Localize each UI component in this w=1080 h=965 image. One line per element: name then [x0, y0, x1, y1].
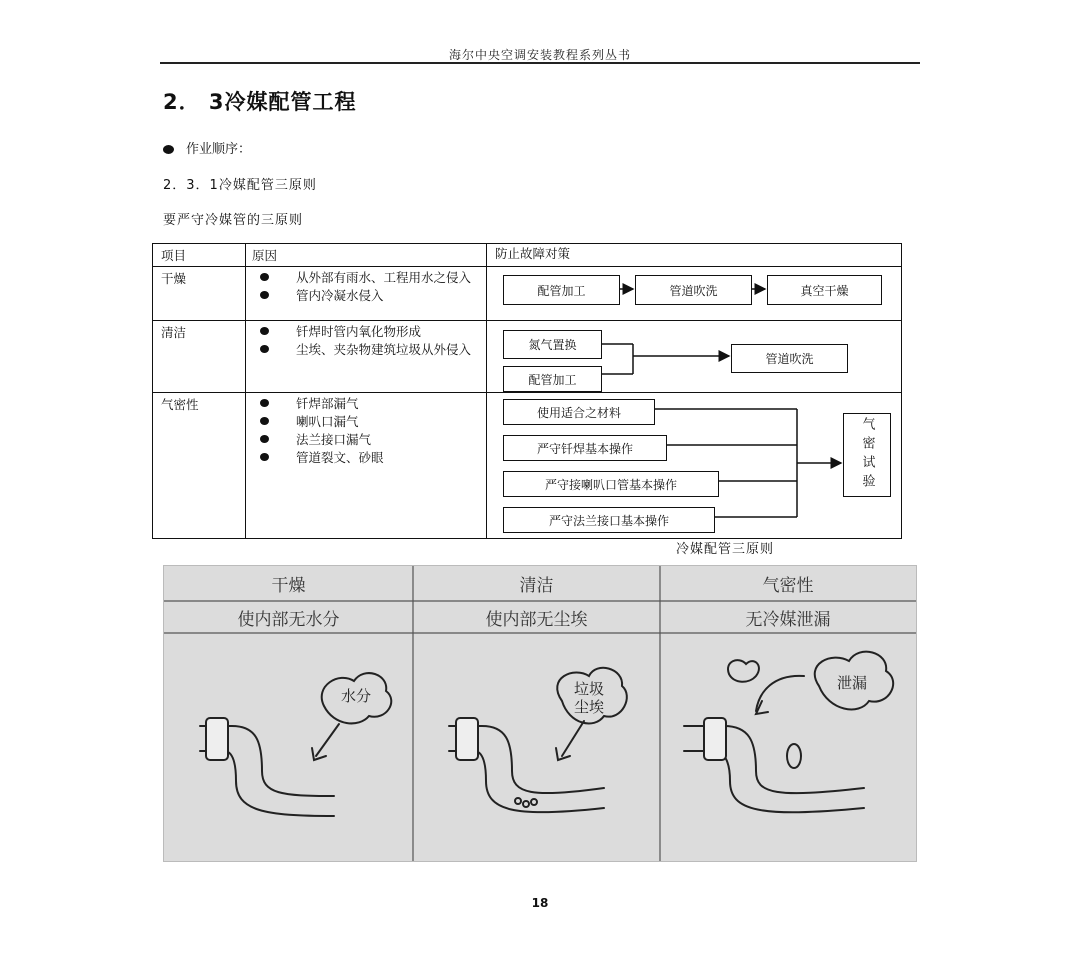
bubble-text-dry: 水分	[340, 687, 371, 705]
header-reason: 原因	[246, 244, 487, 267]
flow-airtight-input-1: 使用适合之材料	[503, 399, 655, 425]
procedure-label: 作业顺序：	[186, 142, 252, 157]
bubble-text-clean: 垃圾尘埃	[573, 680, 604, 716]
flow-airtight	[487, 393, 902, 539]
flow-dry-step-2: 管道吹洗	[635, 275, 752, 305]
series-header: 海尔中央空调安装教程系列丛书	[448, 48, 631, 62]
reason-item: 管内冷凝水侵入	[252, 287, 478, 305]
illustration-panel	[163, 565, 917, 862]
flow-dry-step-1: 配管加工	[503, 275, 620, 305]
flow-clean-output: 管道吹洗	[731, 344, 848, 373]
ill-title-clean: 清洁	[519, 576, 554, 596]
table-row	[153, 393, 902, 539]
reason-item: 钎焊时管内氧化物形成	[252, 323, 478, 341]
intro-text: 要严守冷媒管的三原则	[163, 213, 304, 228]
ill-title-dry: 干燥	[271, 576, 306, 596]
procedure-bullet	[163, 138, 251, 157]
ill-title-airtight: 气密性	[762, 576, 814, 596]
reason-item: 钎焊部漏气	[252, 395, 478, 413]
flow-clean-input-1: 氮气置换	[503, 330, 602, 359]
flow-airtight-output: 气密试验	[843, 413, 891, 497]
flow-airtight-input-2: 严守钎焊基本操作	[503, 435, 667, 461]
reasons-dry	[252, 269, 478, 305]
flow-clean-input-2: 配管加工	[503, 366, 602, 392]
reasons-airtight	[252, 395, 478, 467]
reason-item: 尘埃、夹杂物建筑垃圾从外侵入	[252, 341, 478, 359]
header-item: 项目	[153, 244, 246, 267]
bullet-icon	[163, 145, 174, 154]
subsection-title: 2．3．1冷媒配管三原则	[163, 178, 317, 193]
principles-table	[152, 243, 902, 539]
page-number: 18	[531, 896, 549, 910]
table-row	[153, 267, 902, 321]
flow-airtight-input-4: 严守法兰接口基本操作	[503, 507, 715, 533]
reasons-clean	[252, 323, 478, 359]
row-item-airtight: 气密性	[153, 393, 246, 539]
reason-item: 从外部有雨水、工程用水之侵入	[252, 269, 478, 287]
flow-dry	[487, 267, 902, 321]
ill-subtitle-dry: 使内部无水分	[237, 610, 340, 630]
flow-airtight-input-3: 严守接喇叭口管基本操作	[503, 471, 719, 497]
reason-item: 喇叭口漏气	[252, 413, 478, 431]
row-item-dry: 干燥	[153, 267, 246, 321]
flow-clean	[487, 321, 902, 393]
flow-dry-step-3: 真空干燥	[767, 275, 882, 305]
bubble-text-airtight: 泄漏	[836, 674, 867, 692]
header-countermeasure: 防止故障对策	[487, 244, 902, 267]
header-divider	[160, 62, 920, 64]
reason-item: 管道裂文、砂眼	[252, 449, 478, 467]
row-item-clean: 清洁	[153, 321, 246, 393]
section-title: 2． 3冷媒配管工程	[163, 90, 357, 114]
table-caption: 冷媒配管三原则	[676, 542, 775, 557]
table-row	[153, 321, 902, 393]
ill-subtitle-clean: 使内部无尘埃	[485, 610, 588, 630]
reason-item: 法兰接口漏气	[252, 431, 478, 449]
ill-subtitle-airtight: 无冷媒泄漏	[745, 610, 831, 630]
